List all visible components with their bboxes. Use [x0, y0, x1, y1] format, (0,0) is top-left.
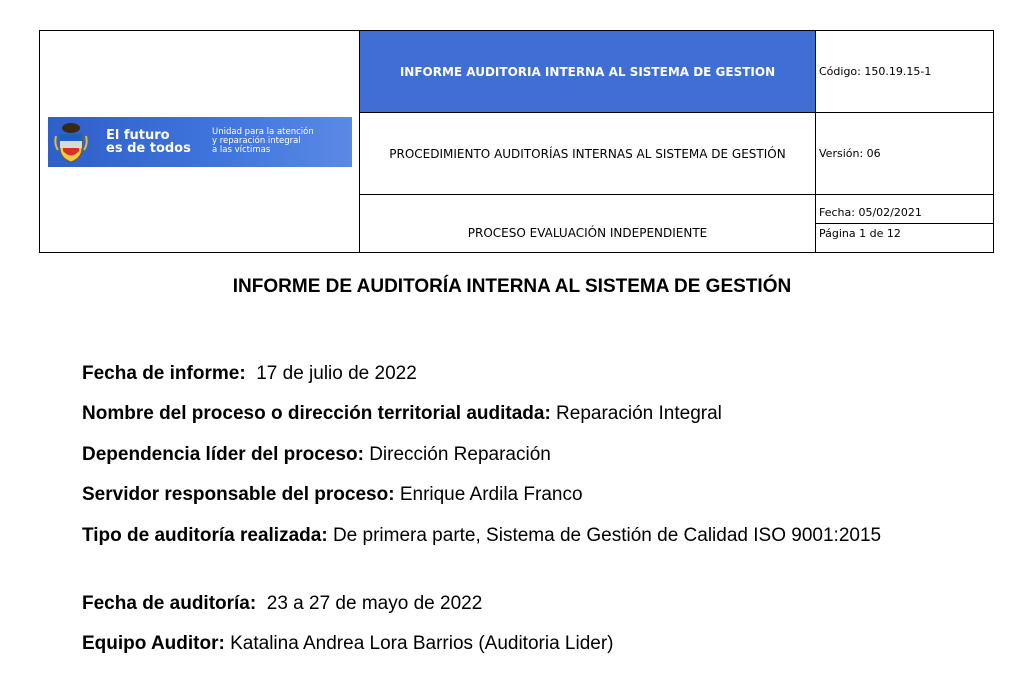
field-value: Dirección Reparación: [369, 444, 551, 465]
field-value: Reparación Integral: [556, 403, 722, 424]
audit-type-field: [82, 524, 952, 548]
field-label: Tipo de auditoría realizada:: [82, 525, 328, 546]
process-name-field: [82, 402, 952, 426]
field-label: Equipo Auditor:: [82, 633, 225, 654]
document-header-table: [39, 30, 994, 253]
field-label: Servidor responsable del proceso:: [82, 484, 395, 505]
organization-logo: [48, 117, 352, 167]
unit-name-line: Unidad para la atención: [212, 127, 314, 137]
field-value: De primera parte, Sistema de Gestión de Calidad ISO 9001:2015: [332, 525, 882, 546]
responsible-field: [82, 483, 952, 507]
field-value: 23 a 27 de mayo de 2022: [266, 593, 483, 614]
lead-unit-field: [82, 443, 952, 467]
field-label: Dependencia líder del proceso:: [82, 444, 364, 465]
version-cell: Versión: 06: [816, 113, 994, 195]
field-value: Enrique Ardila Franco: [399, 484, 583, 505]
document-title: INFORME DE AUDITORÍA INTERNA AL SISTEMA DE GESTIÓN: [232, 276, 792, 297]
report-date-field: [82, 362, 952, 386]
unit-name-line: a las víctimas: [212, 145, 271, 155]
date-text: Fecha: 05/02/2021: [816, 203, 993, 224]
main-title-cell: INFORME AUDITORIA INTERNA AL SISTEMA DE GESTION: [360, 31, 816, 113]
logo-cell: [40, 31, 360, 253]
field-value: 17 de julio de 2022: [256, 363, 417, 384]
coat-of-arms-icon: [54, 120, 88, 164]
brand-line: es de todos: [106, 140, 191, 156]
page-number: Página 1 de 12: [819, 227, 901, 240]
unit-name-line: y reparación integral: [212, 136, 301, 146]
field-value: Katalina Andrea Lora Barrios (Auditoria Lider): [230, 633, 614, 654]
brand-text: [106, 129, 206, 155]
date-page-cell: [816, 195, 994, 253]
audit-date-field: [82, 592, 952, 616]
field-label: Fecha de auditoría:: [82, 593, 257, 614]
code-cell: Código: 150.19.15-1: [816, 31, 994, 113]
unit-name-text: [212, 128, 352, 155]
audit-team-field: [82, 632, 952, 656]
brand-line: El futuro: [106, 127, 170, 143]
process-cell: PROCESO EVALUACIÓN INDEPENDIENTE: [360, 195, 816, 253]
field-label: Fecha de informe:: [82, 363, 246, 384]
procedure-cell: PROCEDIMIENTO AUDITORÍAS INTERNAS AL SISTEMA DE GESTIÓN: [360, 113, 816, 195]
field-label: Nombre del proceso o dirección territorial auditada:: [82, 403, 551, 424]
